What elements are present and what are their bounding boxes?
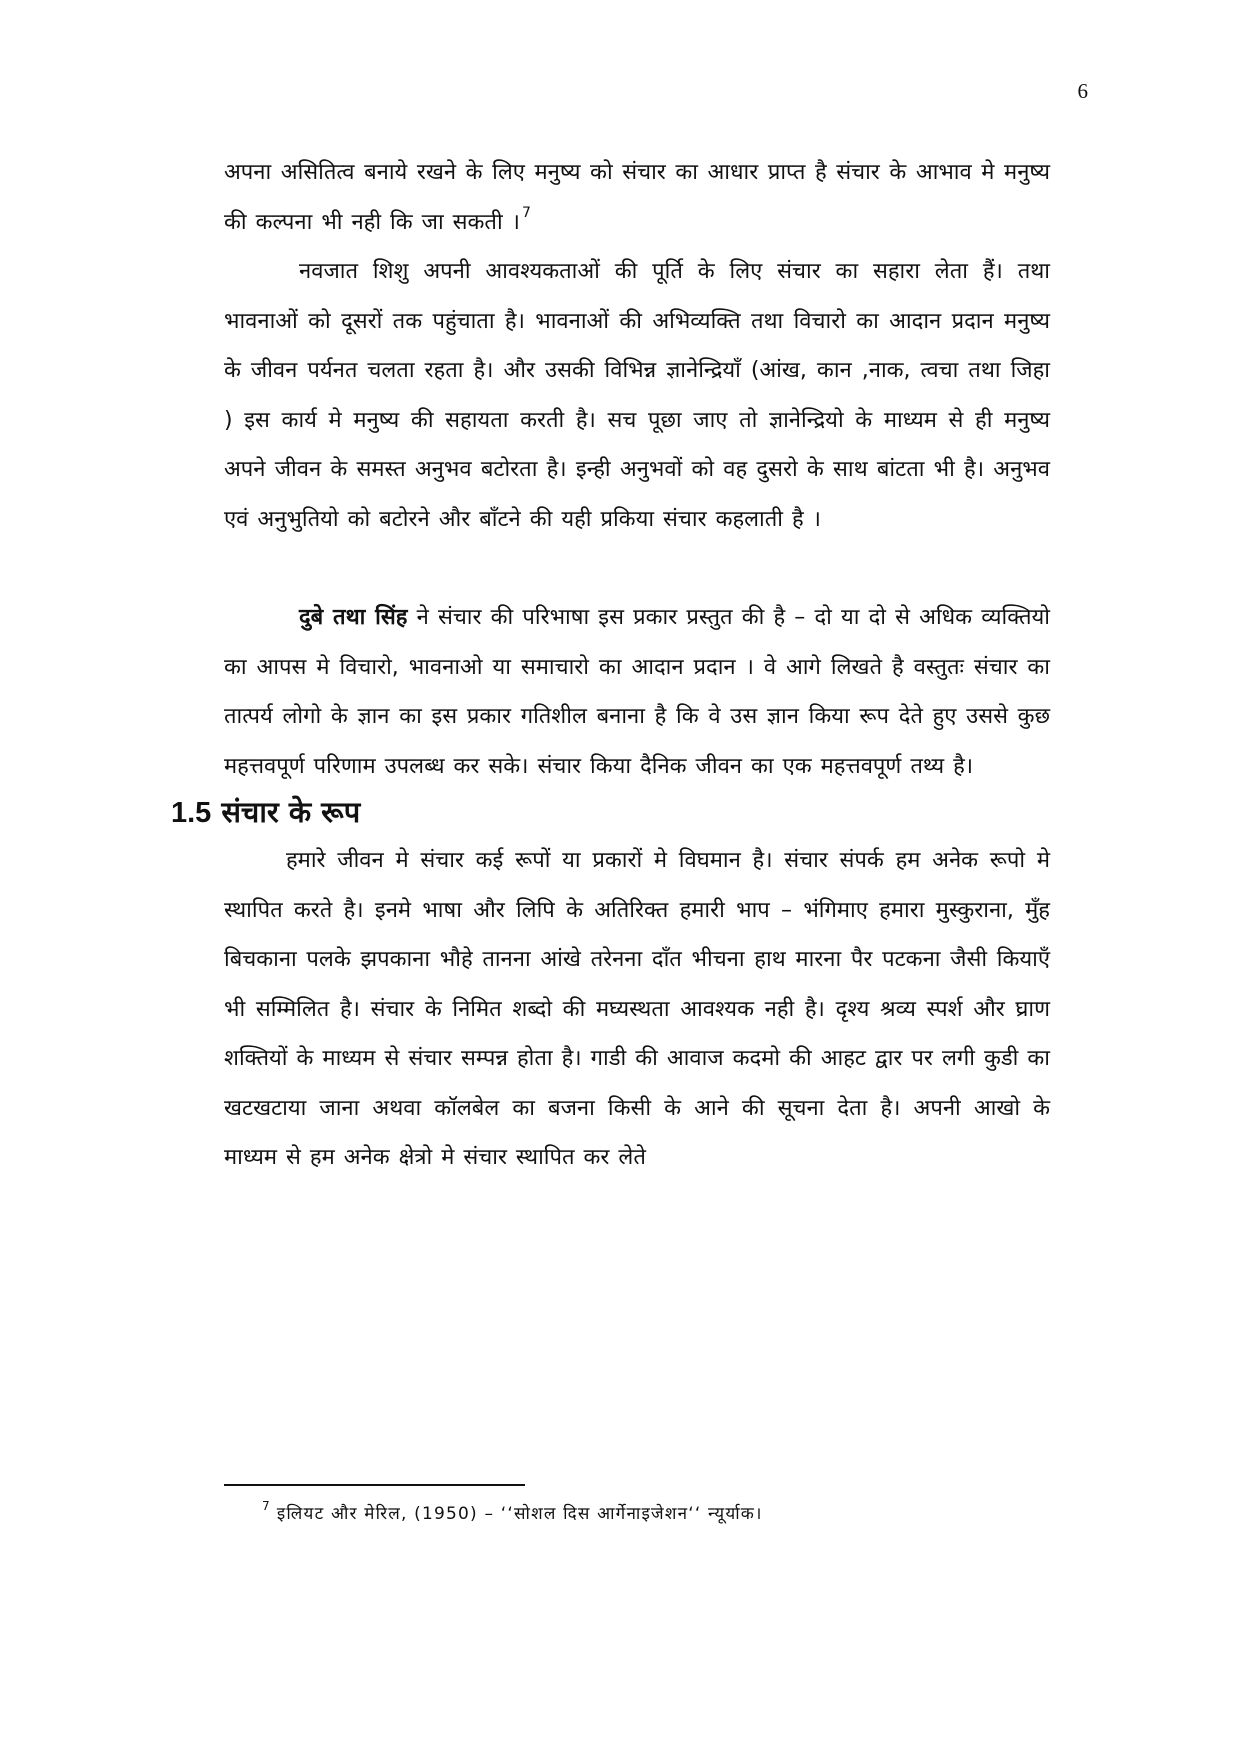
footnote-divider [224, 1484, 525, 1486]
paragraph-newborn: नवजात शिशु अपनी आवश्यकताओं की पूर्ति के लिए संचार का सहारा लेता हैं। तथा भावनाओं को दूसरों तक पहुंचाता है। भावनाओं की अभिव्यक्ति तथा विचारो का आदान प्रदान मनुष्य के जीवन पर्यनत चलता रहता है। और उसकी विभिन्न ज्ञानेन्द्रियाँ (आंख, कान ,नाक, त्वचा तथा जिहा ) इस कार्य मे मनुष्य की सहायता करती है। सच पूछा जाए तो ज्ञानेन्द्रियो के माध्यम से ही मनुष्य अपने जीवन के समस्त अनुभव बटोरता है। इन्ही अनुभवों को वह दुसरो के साथ बांटता भी है। अनुभव एवं अनुभुतियो को बटोरने और बाँटने की यही प्रकिया संचार कहलाती है । [224, 259, 1050, 532]
section-title: संचार के रूप [221, 795, 361, 829]
page-number: 6 [1077, 79, 1088, 103]
footnote-text: इलियट और मेरिल, (1950) – ‘‘सोशल दिस आर्गेनाइजेशन‘‘ न्यूर्याक। [276, 1504, 763, 1524]
footnote-marker: 7 [262, 1499, 271, 1513]
author-names: दुबे तथा सिंह [299, 605, 408, 630]
paragraph-definition [224, 593, 1050, 791]
section-heading [171, 789, 997, 836]
page-body [171, 148, 1050, 1183]
footnote [262, 1500, 1062, 1528]
paragraph-definition-text: ने संचार की परिभाषा इस प्रकार प्रस्तुत की है – दो या दो से अधिक व्यक्तियो का आपस मे विचारो, भावनाओ या समाचारो का आदान प्रदान । वे आगे लिखते है वस्तुतः संचार का तात्पर्य लोगो के ज्ञान का इस प्रकार गतिशील बनाना है कि वे उस ज्ञान किया रूप देते हुए उससे कुछ महत्तवपूर्ण परिणाम उपलब्ध कर सके। संचार किया दैनिक जीवन का एक महत्तवपूर्ण तथ्य है। [224, 605, 1050, 779]
paragraph-existence [224, 148, 1050, 247]
footnote-reference: 7 [522, 204, 531, 221]
paragraph-forms: हमारे जीवन मे संचार कई रूपों या प्रकारों मे विघमान है। संचार संपर्क हम अनेक रूपो मे स्थापित करते है। इनमे भाषा और लिपि के अतिरिक्त हमारी भाप – भंगिमाए हमारा मुस्कुराना, मुँह बिचकाना पलके झपकाना भौहे तानना आंखे तरेनना दाँत भीचना हाथ मारना पैर पटकना जैसी कियाएँ भी सम्मिलित है। संचार के निमित शब्दो की मघ्यस्थता आवश्यक नही है। दृश्य श्रव्य स्पर्श और घ्राण शक्तियों के माध्यम से संचार सम्पन्न होता है। गाडी की आवाज कदमो की आहट द्वार पर लगी कुडी का खटखटाया जाना अथवा कॉलबेल का बजना किसी के आने की सूचना देता है। अपनी आखो के माध्यम से हम अनेक क्षेत्रो मे संचार स्थापित कर लेते [224, 848, 1050, 1170]
paragraph-existence-text: अपना असितित्व बनाये रखने के लिए मनुष्य को संचार का आधार प्राप्त है संचार के आभाव मे मनुष्य की कल्पना भी नही कि जा सकती । [224, 160, 1050, 235]
section-number: 1.5 [171, 797, 212, 829]
